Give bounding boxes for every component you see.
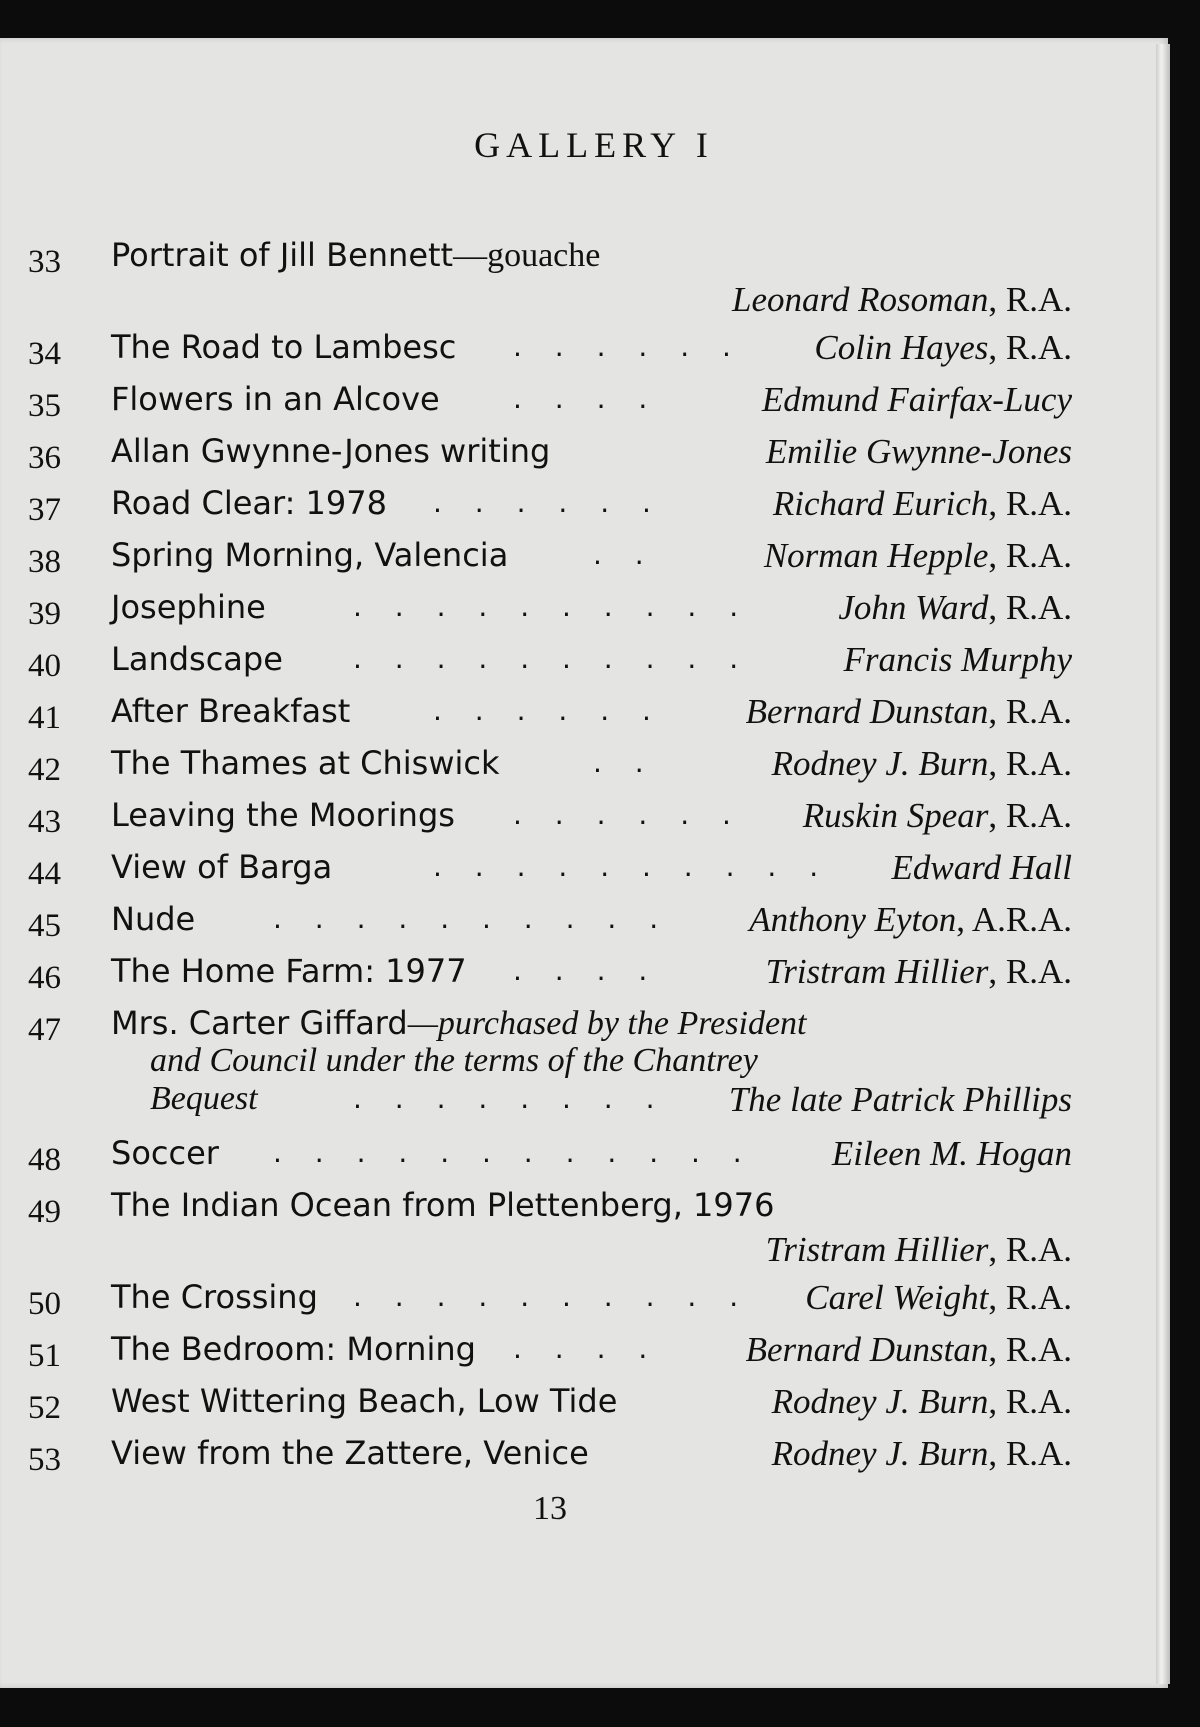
list-item — [28, 692, 1072, 744]
artist-name: Emilie Gwynne-Jones — [765, 432, 1072, 471]
work-title: The Thames at Chiswick — [111, 744, 500, 782]
list-item — [28, 744, 1072, 796]
list-item — [28, 900, 1072, 952]
list-item — [28, 640, 1072, 692]
purchase-note-end: Bequest — [150, 1080, 258, 1117]
catalogue-page — [0, 38, 1168, 1688]
leader-dots: . . . . . . . . . . — [353, 642, 751, 675]
page-number: 13 — [533, 1490, 567, 1527]
catalogue-number: 50 — [28, 1286, 61, 1322]
catalogue-number: 41 — [28, 700, 61, 736]
artist-name: Bernard Dunstan, R.A. — [745, 692, 1072, 731]
list-item — [28, 380, 1072, 432]
list-item — [28, 484, 1072, 536]
leader-dots: . . . . . . . . . . — [353, 1280, 751, 1313]
artist-name: Edmund Fairfax-Lucy — [761, 380, 1072, 419]
leader-dots: . . . . — [513, 954, 660, 987]
artist-name: The late Patrick Phillips — [728, 1080, 1072, 1119]
work-title: Allan Gwynne-Jones writing — [111, 432, 551, 470]
catalogue-number: 43 — [28, 804, 61, 840]
work-title: View from the Zattere, Venice — [111, 1434, 589, 1472]
leader-dots: . . . . — [513, 382, 660, 415]
artist-name: Colin Hayes, R.A. — [814, 328, 1072, 367]
leader-dots: . . . . . . — [513, 330, 743, 363]
work-title: The Indian Ocean from Plettenberg, 1976 — [111, 1186, 775, 1224]
catalogue-number: 33 — [28, 244, 61, 280]
artist-name: Richard Eurich, R.A. — [772, 484, 1072, 523]
work-title: View of Barga — [111, 848, 333, 886]
leader-dots: . . — [593, 746, 656, 779]
gallery-heading: GALLERY I — [474, 125, 714, 165]
work-title: The Bedroom: Morning — [111, 1330, 476, 1368]
leader-dots: . . . . . . . . . . . . — [273, 1136, 754, 1169]
catalogue-number: 45 — [28, 908, 61, 944]
catalogue-number: 36 — [28, 440, 61, 476]
catalogue-number: 53 — [28, 1442, 61, 1478]
list-item — [28, 848, 1072, 900]
leader-dots: . . . . . . — [433, 486, 663, 519]
work-title: Flowers in an Alcove — [111, 380, 440, 418]
leader-dots: . . . . . . . . — [353, 1082, 667, 1115]
leader-dots: . . — [593, 538, 656, 571]
list-item — [28, 796, 1072, 848]
work-medium: —gouache — [453, 237, 601, 274]
catalogue-number: 38 — [28, 544, 61, 580]
work-title: Leaving the Moorings — [111, 796, 455, 834]
work-title: Josephine — [111, 588, 266, 626]
artist-name: Bernard Dunstan, R.A. — [745, 1330, 1072, 1369]
catalogue-number: 44 — [28, 856, 61, 892]
catalogue-number: 52 — [28, 1390, 61, 1426]
list-item — [28, 236, 1072, 328]
list-item — [28, 328, 1072, 380]
catalogue-number: 40 — [28, 648, 61, 684]
leader-dots: . . . . . . — [433, 694, 663, 727]
artist-name: Ruskin Spear, R.A. — [802, 796, 1072, 835]
catalogue-number: 47 — [28, 1012, 61, 1048]
artist-name: Tristram Hillier, R.A. — [765, 952, 1072, 991]
work-title: The Road to Lambesc — [111, 328, 457, 366]
artist-name: Tristram Hillier, R.A. — [765, 1230, 1072, 1269]
leader-dots: . . . . . . . . . . — [273, 902, 671, 935]
catalogue-number: 42 — [28, 752, 61, 788]
list-item — [28, 588, 1072, 640]
artist-name: Norman Hepple, R.A. — [763, 536, 1072, 575]
artist-name: Eileen M. Hogan — [831, 1134, 1072, 1173]
catalogue-number: 51 — [28, 1338, 61, 1374]
work-title: Mrs. Carter Giffard—purchased by the President — [111, 1004, 807, 1042]
work-title: West Wittering Beach, Low Tide — [111, 1382, 618, 1420]
catalogue-number: 37 — [28, 492, 61, 528]
list-item — [28, 432, 1072, 484]
catalogue-number: 39 — [28, 596, 61, 632]
catalogue-number: 48 — [28, 1142, 61, 1178]
artist-name: Rodney J. Burn, R.A. — [771, 1434, 1072, 1473]
catalogue-number: 49 — [28, 1194, 61, 1230]
work-title: The Crossing — [111, 1278, 318, 1316]
list-item — [28, 1186, 1072, 1278]
work-title: Landscape — [111, 640, 283, 678]
list-item — [28, 1382, 1072, 1434]
artist-name: Carel Weight, R.A. — [805, 1278, 1072, 1317]
artist-name: Edward Hall — [891, 848, 1072, 887]
list-item — [28, 1134, 1072, 1186]
catalogue-number: 46 — [28, 960, 61, 996]
artist-name: Anthony Eyton, A.R.A. — [749, 900, 1072, 939]
work-title: The Home Farm: 1977 — [111, 952, 467, 990]
list-item — [28, 1004, 1072, 1134]
artist-name: Rodney J. Burn, R.A. — [771, 744, 1072, 783]
work-title: Nude — [111, 900, 196, 938]
list-item — [28, 1278, 1072, 1330]
artist-name: Leonard Rosoman, R.A. — [732, 280, 1072, 319]
catalogue-number: 34 — [28, 336, 61, 372]
list-item — [28, 1330, 1072, 1382]
purchase-note: —purchased by the President — [407, 1005, 807, 1042]
artist-name: Francis Murphy — [843, 640, 1072, 679]
list-item — [28, 536, 1072, 588]
catalogue-number: 35 — [28, 388, 61, 424]
artist-name: John Ward, R.A. — [838, 588, 1072, 627]
work-title: Road Clear: 1978 — [111, 484, 387, 522]
artist-name: Rodney J. Burn, R.A. — [771, 1382, 1072, 1421]
page-edge — [1156, 44, 1170, 1684]
list-item — [28, 952, 1072, 1004]
list-item — [28, 1434, 1072, 1486]
leader-dots: . . . . . . — [513, 798, 743, 831]
purchase-note-continued: and Council under the terms of the Chantrey — [150, 1042, 758, 1079]
entry-list — [28, 236, 1072, 1486]
leader-dots: . . . . . . . . . . — [353, 590, 751, 623]
work-title: Spring Morning, Valencia — [111, 536, 509, 574]
work-title: Soccer — [111, 1134, 219, 1172]
leader-dots: . . . . — [513, 1332, 660, 1365]
work-title: After Breakfast — [111, 692, 351, 730]
leader-dots: . . . . . . . . . . — [433, 850, 831, 883]
work-title: Portrait of Jill Bennett—gouache — [111, 236, 601, 274]
